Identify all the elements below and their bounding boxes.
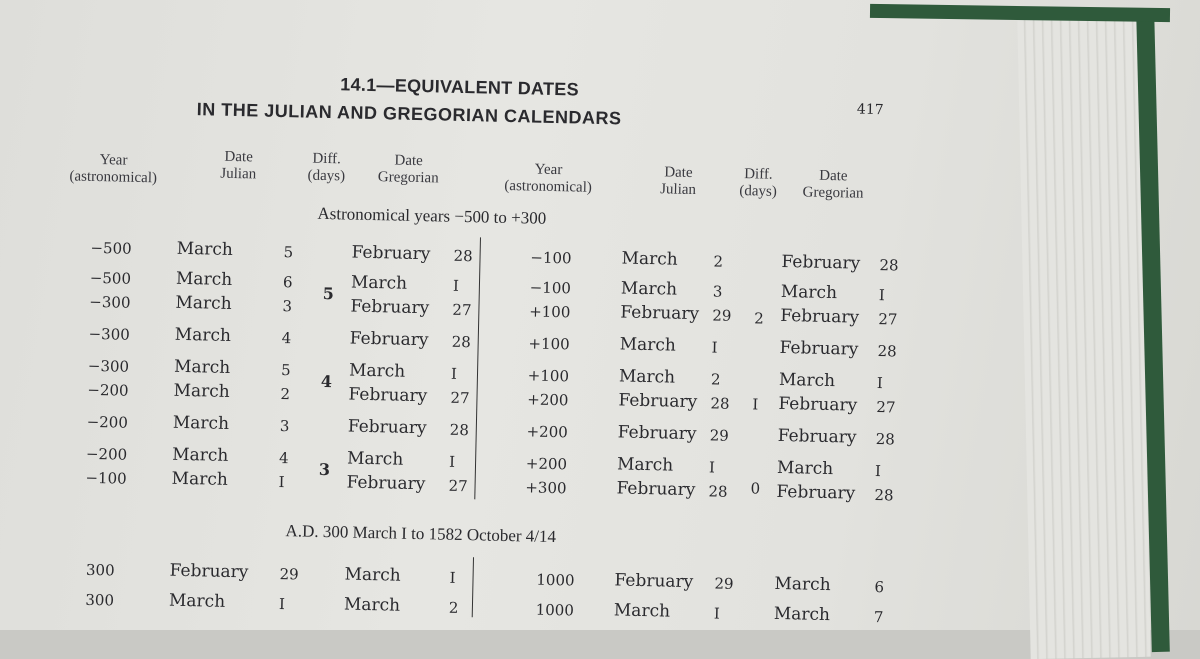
row-year: +100 bbox=[527, 366, 570, 386]
row-julian-day: I bbox=[278, 473, 285, 492]
row-julian-month: February bbox=[620, 302, 700, 325]
row-year: +100 bbox=[528, 334, 570, 354]
row-year: +200 bbox=[527, 390, 569, 410]
row-gregorian-day: I bbox=[450, 364, 458, 383]
row-gregorian-month: March bbox=[774, 573, 831, 596]
row-gregorian-month: February bbox=[347, 416, 427, 439]
row-year: −200 bbox=[85, 444, 128, 464]
diff-days: 3 bbox=[318, 459, 331, 480]
row-julian-month: March bbox=[172, 412, 230, 434]
row-julian-month: March bbox=[616, 454, 674, 476]
row-julian-month: March bbox=[613, 600, 671, 622]
row-gregorian-day: 28 bbox=[451, 332, 471, 352]
col-header-julian-left: Date Julian bbox=[220, 148, 257, 183]
row-gregorian-day: 27 bbox=[452, 300, 472, 320]
row-julian-day: 29 bbox=[279, 565, 299, 584]
row-julian-day: 6 bbox=[282, 273, 293, 292]
row-gregorian-month: February bbox=[777, 425, 857, 448]
row-year: −300 bbox=[89, 292, 131, 312]
row-gregorian-month: February bbox=[781, 251, 861, 274]
table-subtitle: IN THE JULIAN AND GREGORIAN CALENDARS bbox=[196, 99, 622, 129]
row-julian-day: 4 bbox=[281, 329, 292, 348]
row-gregorian-day: 27 bbox=[878, 310, 898, 329]
row-julian-day: I bbox=[278, 595, 286, 614]
row-gregorian-month: March bbox=[343, 594, 401, 616]
row-gregorian-day: 7 bbox=[873, 608, 884, 627]
row-year: −100 bbox=[529, 278, 572, 298]
row-year: −300 bbox=[87, 356, 130, 376]
row-julian-month: February bbox=[169, 560, 249, 583]
row-gregorian-month: February bbox=[349, 328, 429, 351]
col-header-julian-right: Date Julian bbox=[659, 164, 697, 199]
row-year: −100 bbox=[530, 248, 572, 268]
row-year: 1000 bbox=[535, 600, 575, 620]
row-year: 300 bbox=[85, 590, 115, 610]
row-gregorian-month: March bbox=[773, 603, 831, 626]
row-gregorian-day: I bbox=[876, 374, 884, 393]
row-year: −200 bbox=[87, 380, 129, 400]
row-julian-month: March bbox=[621, 248, 678, 270]
diff-days: 4 bbox=[320, 371, 333, 392]
row-gregorian-month: March bbox=[776, 457, 834, 480]
row-year: 300 bbox=[85, 560, 115, 580]
row-julian-day: 3 bbox=[279, 417, 290, 436]
row-year: 1000 bbox=[536, 570, 575, 590]
row-gregorian-month: February bbox=[776, 481, 856, 504]
row-julian-day: 2 bbox=[280, 385, 291, 404]
diff-days: 2 bbox=[754, 309, 765, 328]
section-heading-1: Astronomical years −500 to +300 bbox=[317, 203, 547, 228]
row-gregorian-day: I bbox=[452, 276, 460, 295]
row-julian-day: I bbox=[708, 458, 716, 477]
row-julian-month: March bbox=[618, 366, 676, 388]
row-gregorian-month: February bbox=[346, 472, 426, 495]
row-gregorian-day: 2 bbox=[448, 598, 459, 617]
row-julian-day: 2 bbox=[710, 370, 721, 389]
row-julian-day: 4 bbox=[278, 449, 289, 468]
column-divider-1 bbox=[474, 237, 481, 499]
row-julian-day: 28 bbox=[708, 482, 728, 501]
row-gregorian-month: March bbox=[346, 448, 404, 470]
row-gregorian-day: 28 bbox=[877, 342, 897, 361]
row-gregorian-day: 28 bbox=[874, 486, 894, 505]
row-year: −100 bbox=[85, 468, 127, 488]
row-gregorian-month: March bbox=[344, 564, 401, 586]
row-gregorian-month: February bbox=[348, 384, 428, 407]
row-year: −500 bbox=[90, 238, 132, 258]
row-julian-month: March bbox=[620, 278, 678, 300]
col-header-gregorian-right: Date Gregorian bbox=[802, 167, 864, 202]
row-julian-month: February bbox=[614, 570, 694, 593]
row-gregorian-month: February bbox=[780, 305, 860, 328]
col-header-diff-left: Diff. (days) bbox=[307, 150, 346, 185]
row-julian-month: March bbox=[168, 590, 226, 612]
row-julian-day: 5 bbox=[283, 243, 294, 262]
row-gregorian-day: 27 bbox=[876, 398, 896, 417]
row-gregorian-month: March bbox=[348, 360, 406, 382]
row-julian-day: I bbox=[711, 338, 718, 357]
row-gregorian-month: March bbox=[778, 369, 836, 392]
row-julian-month: March bbox=[175, 268, 233, 290]
section-heading-2: A.D. 300 March I to 1582 October 4/14 bbox=[285, 521, 557, 547]
row-julian-month: February bbox=[616, 478, 696, 501]
row-year: +300 bbox=[525, 478, 567, 498]
row-julian-month: March bbox=[171, 468, 228, 490]
row-gregorian-day: 27 bbox=[450, 388, 470, 408]
diff-days: 0 bbox=[750, 479, 761, 498]
row-julian-month: March bbox=[619, 334, 677, 356]
diff-days: I bbox=[752, 395, 759, 414]
row-gregorian-day: I bbox=[449, 568, 456, 587]
row-julian-day: 29 bbox=[714, 574, 734, 593]
row-julian-month: March bbox=[175, 292, 232, 314]
row-year: −500 bbox=[89, 268, 132, 288]
column-divider-2 bbox=[472, 557, 474, 617]
col-header-diff-right: Diff. (days) bbox=[739, 166, 777, 200]
row-gregorian-day: 28 bbox=[875, 430, 895, 449]
row-julian-month: February bbox=[617, 422, 697, 445]
row-julian-month: March bbox=[174, 324, 232, 346]
table-title: 14.1—EQUIVALENT DATES bbox=[340, 74, 580, 100]
col-header-year-right: Year (astronomical) bbox=[504, 161, 593, 196]
page-number: 417 bbox=[856, 101, 884, 119]
row-gregorian-day: 28 bbox=[453, 246, 473, 266]
row-julian-day: 3 bbox=[282, 297, 293, 316]
row-gregorian-month: February bbox=[350, 296, 430, 319]
row-year: −300 bbox=[88, 324, 130, 344]
row-gregorian-month: March bbox=[350, 272, 408, 294]
row-gregorian-day: I bbox=[878, 286, 885, 305]
row-gregorian-month: February bbox=[778, 393, 858, 416]
row-julian-day: 3 bbox=[712, 282, 723, 301]
row-julian-day: 29 bbox=[712, 306, 732, 325]
row-year: −200 bbox=[86, 412, 129, 432]
row-julian-month: March bbox=[173, 356, 231, 378]
row-julian-month: February bbox=[618, 390, 698, 413]
row-julian-day: 28 bbox=[710, 394, 730, 413]
row-julian-month: March bbox=[171, 444, 229, 466]
row-gregorian-month: February bbox=[351, 242, 431, 265]
row-julian-month: March bbox=[176, 238, 234, 260]
row-year: +200 bbox=[525, 454, 568, 474]
row-gregorian-day: I bbox=[874, 462, 882, 481]
row-year: +100 bbox=[528, 302, 571, 322]
diff-days: 5 bbox=[322, 283, 335, 304]
row-julian-day: 29 bbox=[709, 426, 730, 445]
row-julian-day: I bbox=[713, 604, 720, 623]
col-header-gregorian-left: Date Gregorian bbox=[377, 152, 439, 187]
row-gregorian-day: 27 bbox=[448, 476, 468, 496]
row-julian-day: 2 bbox=[713, 252, 724, 271]
row-gregorian-day: I bbox=[448, 452, 456, 471]
row-julian-month: March bbox=[173, 380, 230, 402]
col-header-year-left: Year (astronomical) bbox=[69, 152, 158, 187]
row-gregorian-day: 28 bbox=[449, 420, 470, 440]
row-year: +200 bbox=[526, 422, 568, 442]
row-gregorian-day: 6 bbox=[874, 578, 885, 597]
row-gregorian-day: 28 bbox=[879, 256, 899, 275]
row-julian-day: 5 bbox=[280, 361, 291, 380]
row-gregorian-month: February bbox=[779, 337, 859, 360]
row-gregorian-month: March bbox=[780, 281, 838, 304]
